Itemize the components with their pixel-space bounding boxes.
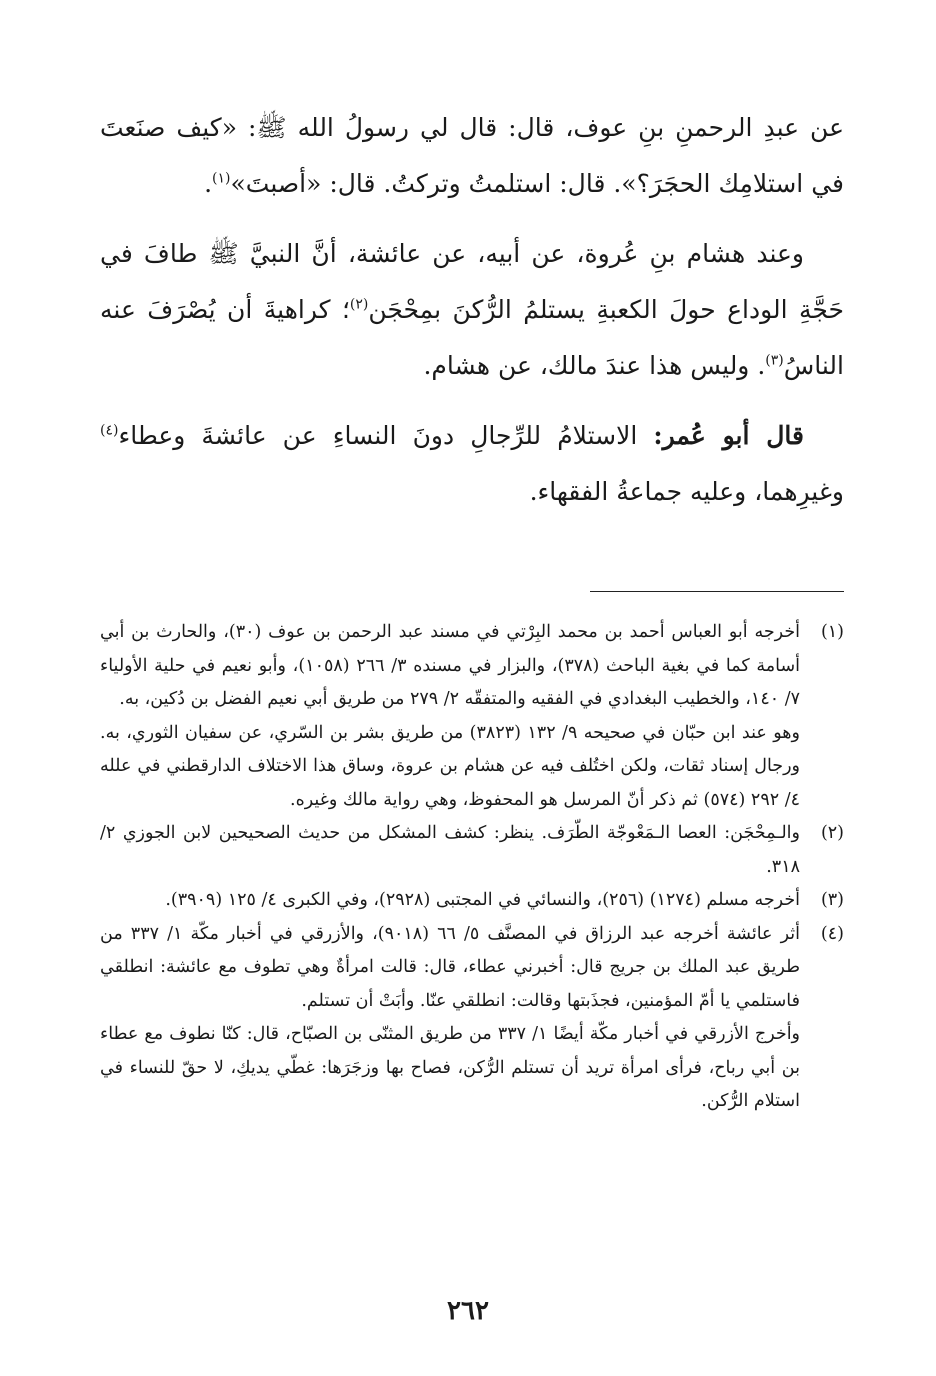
footnote-2-text: والـمِحْجَن: العصا الـمَعْوجّة الطّرَف. ينظر: كشف المشكل من حديث الصحيحين لابن الجوزي ٢/ ٣١٨. [100,823,800,877]
footnote-1-continued [100,717,844,818]
footnote-ref-4[interactable]: (٤) [100,422,119,439]
footnote-3-number: (٣) [820,890,844,910]
paragraph-1 [100,100,844,212]
footnote-1-text: أخرجه أبو العباس أحمد بن محمد البِرْتي في مسند عبد الرحمن بن عوف (٣٠)، والحارث بن أبي أسامة كما في بغية الباحث (٣٧٨)، والبزار في مسنده ٣/ ٢٦٦ (١٠٥٨)، وأبو نعيم في حلية الأولياء ٧/ ١٤٠، والخطيب البغدادي في الفقيه والمتفقّه ٢/ ٢٧٩ من طريق أبي نعيم الفضل بن دُكين، به. [100,622,800,709]
footnote-1 [100,616,844,717]
paragraph-1-end: . [204,169,213,198]
footnote-2 [100,817,844,884]
page-number: ٢٦٢ [447,1296,489,1326]
footnote-1-text-b: وهو عند ابن حبّان في صحيحه ٩/ ١٣٢ (٣٨٢٣) من طريق بشر بن السّري، عن سفيان الثوري، به. ورجال إسناد ثقات، ولكن اختُلف فيه عن هشام بن عروة، وساق هذا الاختلاف الدارقطني في علله ٤/ ٢٩٢ (٥٧٤) ثم ذكر أنّ المرسل هو المحفوظ، وهي رواية مالك وغيره. [100,722,800,810]
main-text [100,100,844,534]
paragraph-2-text-a: وعند هشام بنِ عُروة، عن أبيه، عن عائشة، أنَّ النبيَّ ﷺ طافَ في حَجَّةِ الوداع حولَ الكعبةِ يستلمُ الرُّكنَ بمِحْجَن [100,239,844,324]
footnote-4-text: أثر عائشة أخرجه عبد الرزاق في المصنَّف ٥/ ٦٦ (٩٠١٨)، والأزرقي في أخبار مكّة ١/ ٣٣٧ من طريق عبد الملك بن جريج قال: أخبرني عطاء، قال: قالت امرأةٌ وهي تطوف مع عائشة: انطلقي فاستلمي يا أمّ المؤمنين، فجذَبتها وقالت: انطلقي عنّا. وأبَتْ أن تستلم. [100,923,800,1011]
footnote-1-number: (١) [820,622,844,642]
paragraph-3-text-b: وغيرِهما، وعليه جماعةُ الفقهاء. [529,477,844,506]
paragraph-3-text-a: الاستلامُ للرِّجالِ دونَ النساءِ عن عائشةَ وعطاء [118,421,654,450]
footnote-separator [590,591,844,592]
footnote-3-text: أخرجه مسلم (١٢٧٤) (٢٥٦)، والنسائي في المجتبى (٢٩٢٨)، وفي الكبرى ٤/ ١٢٥ (٣٩٠٩). [165,890,800,910]
footnote-ref-1[interactable]: (١) [212,170,231,187]
paragraph-1-text: عن عبدِ الرحمنِ بنِ عوف، قال: قال لي رسولُ الله ﷺ: «كيف صنَعتَ في استلامِك الحجَرَ؟». قال: استلمتُ وتركتُ. قال: «أصبتَ» [100,113,844,198]
footnote-4-text-b: وأخرج الأزرقي في أخبار مكّة أيضًا ١/ ٣٣٧ من طريق المثنّى بن الصبّاح، قال: كنّا نطوف مع عطاء بن أبي رباح، فرأى امرأة تريد أن تستلم الرُّكن، فصاح بها وزجَرَها: غطّي يديكِ، لا حقّ للنساء في استلام الرُّكن. [100,1024,801,1111]
footnote-4-continued [100,1018,844,1119]
paragraph-2-text-b: ؛ كراهيةَ أن يُصْرَفَ عنه الناسُ [100,295,844,380]
footnote-ref-2[interactable]: (٢) [349,296,369,313]
paragraph-3 [100,408,844,520]
footnote-3 [100,884,844,918]
footnote-4 [100,918,844,1019]
footnotes [100,616,844,1119]
paragraph-3-lead: قال أبو عُمر: [653,421,804,450]
footnote-ref-3[interactable]: (٣) [765,352,784,369]
footnote-4-number: (٤) [820,923,844,944]
footnote-2-number: (٢) [820,823,844,843]
paragraph-2-text-c: . وليس هذا عندَ مالك، عن هشام. [423,351,766,380]
paragraph-2 [100,226,844,394]
